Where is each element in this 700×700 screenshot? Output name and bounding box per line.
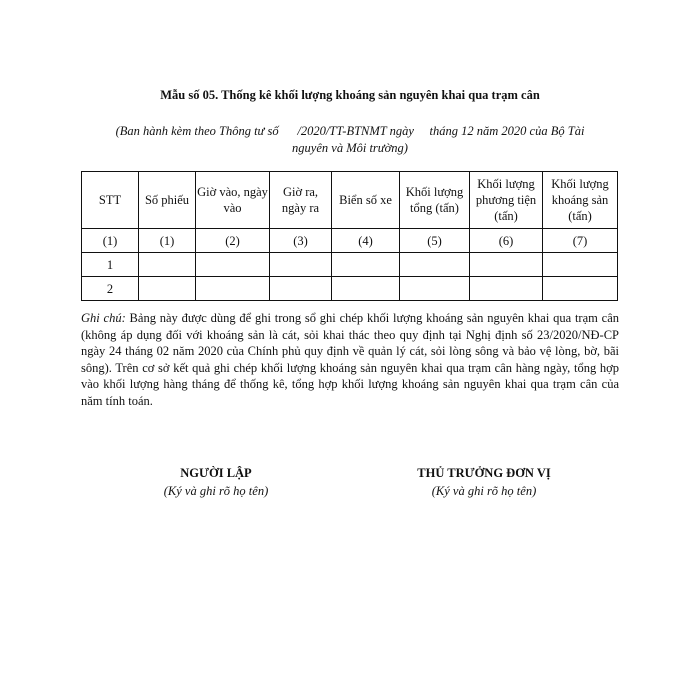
header-stt: STT: [82, 172, 139, 229]
table-index-row: [82, 229, 618, 253]
table-cell: [139, 253, 196, 277]
table-cell: [332, 277, 400, 301]
table-cell: [139, 277, 196, 301]
index-cell: (6): [470, 229, 543, 253]
form-subtitle: [85, 123, 615, 157]
header-gio-vao: Giờ vào, ngày vào: [196, 172, 270, 229]
note-label: Ghi chú:: [81, 311, 126, 325]
note-paragraph: [81, 310, 619, 409]
table-cell: [400, 253, 470, 277]
index-cell: (5): [400, 229, 470, 253]
signature-role: NGƯỜI LẬP: [180, 466, 252, 480]
subtitle-line-1: (Ban hành kèm theo Thông tư số /2020/TT-BTNMT ngày tháng 12 năm 2020 của Bộ Tài: [115, 124, 585, 138]
table-cell: [400, 277, 470, 301]
form-title: Mẫu số 05. Thống kê khối lượng khoáng sản nguyên khai qua trạm cân: [160, 88, 540, 102]
header-khoi-luong-tong: Khối lượng tổng (tấn): [400, 172, 470, 229]
table-cell: [196, 277, 270, 301]
signature-role: THỦ TRƯỞNG ĐƠN VỊ: [417, 466, 551, 480]
table-cell: 1: [82, 253, 139, 277]
table-cell: [543, 277, 618, 301]
header-khoi-luong-phuong-tien: Khối lượng phương tiện (tấn): [470, 172, 543, 229]
table-cell: [543, 253, 618, 277]
table-cell: [270, 277, 332, 301]
header-gio-ra: Giờ ra, ngày ra: [270, 172, 332, 229]
statistics-table: [81, 171, 618, 301]
index-cell: (4): [332, 229, 400, 253]
index-cell: (3): [270, 229, 332, 253]
signature-preparer: [116, 466, 316, 499]
table-cell: [332, 253, 400, 277]
index-cell: (2): [196, 229, 270, 253]
header-bien-so-xe: Biển số xe: [332, 172, 400, 229]
signature-hint: (Ký và ghi rõ họ tên): [163, 484, 269, 498]
table-row: [82, 253, 618, 277]
table-cell: [270, 253, 332, 277]
subtitle-line-2: nguyên và Môi trường): [292, 141, 408, 155]
table-row: [82, 277, 618, 301]
signature-hint: (Ký và ghi rõ họ tên): [431, 484, 537, 498]
header-khoi-luong-khoang-san: Khối lượng khoáng sản (tấn): [543, 172, 618, 229]
table-cell: 2: [82, 277, 139, 301]
table-cell: [470, 253, 543, 277]
index-cell: (7): [543, 229, 618, 253]
table-cell: [470, 277, 543, 301]
table-cell: [196, 253, 270, 277]
header-so-phieu: Số phiếu: [139, 172, 196, 229]
table-header-row: [82, 172, 618, 229]
index-cell: (1): [82, 229, 139, 253]
signature-head-of-unit: [384, 466, 584, 499]
note-text: Bảng này được dùng để ghi trong sổ ghi chép khối lượng khoáng sản nguyên khai qua trạm cân (không áp dụng đối với khoáng sản là cát, sỏi khai thác theo quy định tại Nghị định số 23/2020/NĐ-CP ngày 24 tháng 02 năm 2020 của Chính phủ quy định về quản lý cát, sỏi lòng sông và bảo vệ lòng, bờ, bãi sông). Trên cơ sở kết quả ghi chép khối lượng khoáng sản nguyên khai qua trạm cân hàng ngày, tổng hợp vào khối lượng hàng tháng để thống kê, tổng hợp khối lượng khoáng sản nguyên khai qua trạm cân của năm tính toán.: [81, 311, 619, 408]
index-cell: (1): [139, 229, 196, 253]
